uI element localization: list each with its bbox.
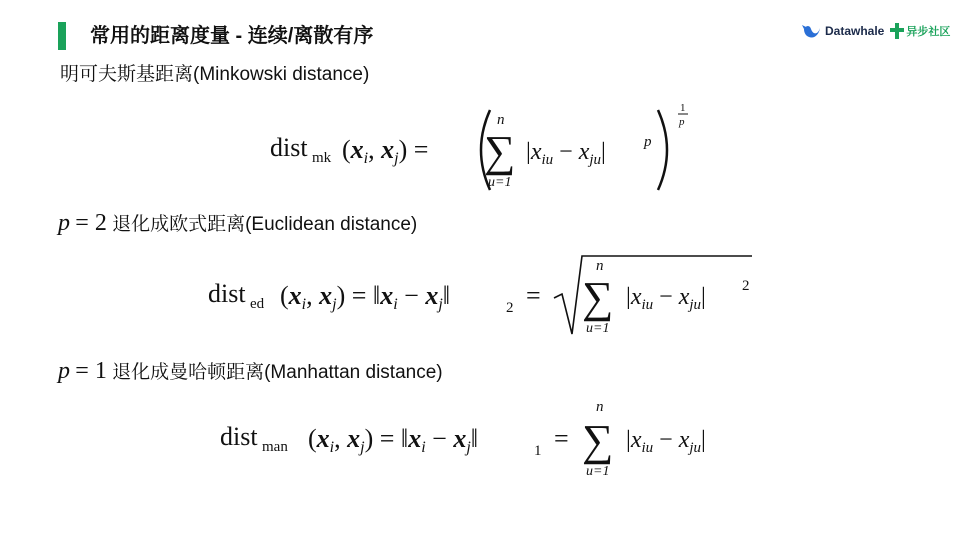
ed-norm-sub: 2 <box>506 300 514 316</box>
manhattan-condition-row <box>58 359 443 385</box>
manhattan-cond-eq: = 1 <box>75 358 107 384</box>
mk-inner-exp: p <box>644 134 652 150</box>
ed-summand: $|x_{iu} - x_{ju}|$ <box>626 284 706 313</box>
ed-sum-upper: n <box>596 258 604 274</box>
logo-group <box>802 20 950 42</box>
man-dist-text: dist <box>220 422 258 451</box>
manhattan-label: 退化成曼哈顿距离(Manhattan distance) <box>112 362 443 383</box>
mk-right-paren <box>658 110 667 190</box>
mk-exp-den: p <box>679 116 685 128</box>
man-args: (xi, xj) = ‖xi − xj‖ <box>308 424 479 456</box>
yibu-logo-text: 异步社区 <box>906 26 951 38</box>
ed-inner-exp: 2 <box>742 278 750 294</box>
ed-subscript: ed <box>250 296 265 312</box>
ed-dist-text: dist <box>208 279 246 308</box>
man-summand: $|x_{iu} - x_{ju}|$ <box>626 427 706 456</box>
mk-sum-upper: n <box>497 112 505 128</box>
man-sum-sign: ∑ <box>582 416 614 465</box>
mk-sum-sign: ∑ <box>484 127 516 176</box>
ed-equals: = <box>526 281 541 310</box>
yibu-icon <box>890 23 904 39</box>
mk-exp-num: 1 <box>680 102 686 114</box>
ed-sum-sign: ∑ <box>582 273 614 322</box>
man-sum-upper: n <box>596 399 604 415</box>
datawhale-logo-text: Datawhale <box>825 24 885 38</box>
manhattan-formula <box>212 395 752 485</box>
datawhale-logo <box>802 23 884 39</box>
mk-dist-text: dist <box>270 133 308 162</box>
mk-summand: $|x_{iu} - x_{ju}|$ <box>526 139 606 168</box>
euclidean-cond-var: p <box>58 210 70 236</box>
euclidean-condition-row <box>58 211 417 237</box>
euclidean-cond-eq: = 2 <box>75 210 107 236</box>
manhattan-cond-var: p <box>58 358 70 384</box>
euclidean-formula <box>200 250 760 345</box>
minkowski-label: 明可夫斯基距离(Minkowski distance) <box>60 64 370 85</box>
page-title: 常用的距离度量 - 连续/离散有序 <box>90 25 374 47</box>
minkowski-formula <box>260 100 700 200</box>
mk-subscript: mk <box>312 150 332 166</box>
yibu-logo <box>890 23 950 39</box>
man-equals: = <box>554 424 569 453</box>
man-sum-lower: u=1 <box>586 464 610 479</box>
euclidean-label: 退化成欧式距离(Euclidean distance) <box>112 214 418 235</box>
man-subscript: man <box>262 439 288 455</box>
man-norm-sub: 1 <box>534 443 542 459</box>
whale-icon <box>802 23 822 39</box>
mk-sum-lower: u=1 <box>488 175 512 190</box>
ed-args: (xi, xj) = ‖xi − xj‖ <box>280 281 451 313</box>
mk-args: (xi, xj) = <box>342 135 429 167</box>
title-accent-bar <box>58 22 66 50</box>
ed-sum-lower: u=1 <box>586 321 610 336</box>
